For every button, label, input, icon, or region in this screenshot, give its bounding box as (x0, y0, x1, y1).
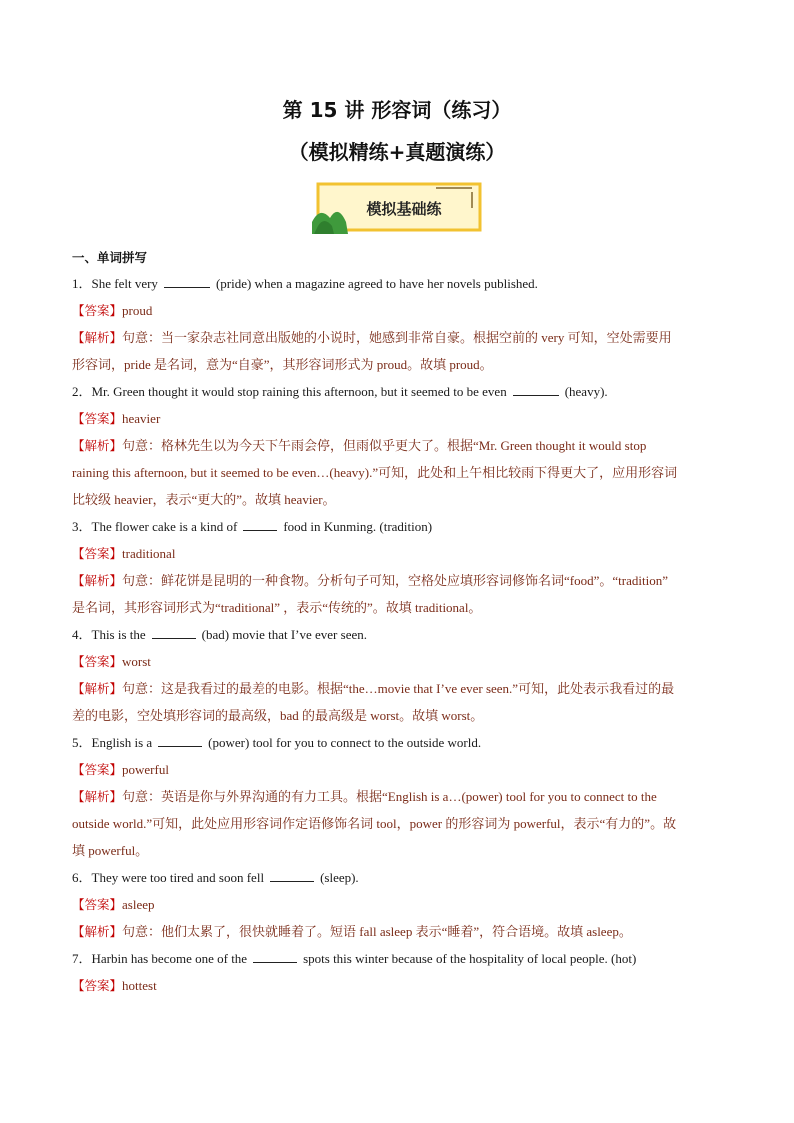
analysis-label: 【解析】 (72, 573, 123, 588)
answer-blank (164, 273, 210, 288)
page-subtitle: （模拟精练+真题演练） (288, 140, 506, 164)
question-prefix: 7．Harbin has become one of the (72, 951, 248, 966)
analysis-line (72, 486, 724, 513)
analysis-text: 比较级 heavier，表示“更大的”。故填 heavier。 (72, 492, 336, 507)
answer-line (72, 756, 724, 783)
analysis-label: 【解析】 (72, 438, 123, 453)
analysis-label: 【解析】 (72, 789, 123, 804)
question-suffix: spots this winter because of the hospitality of local people. (hot) (303, 951, 637, 966)
question-suffix: (power) tool for you to connect to the outside world. (208, 735, 482, 750)
answer-blank (152, 624, 196, 639)
answer-text: proud (122, 303, 153, 318)
analysis-line (72, 567, 724, 594)
answer-label: 【答案】 (72, 303, 123, 318)
answer-text: hottest (122, 978, 157, 993)
question-prefix: 3．The flower cake is a kind of (72, 519, 238, 534)
question-line (72, 270, 724, 297)
analysis-text: 句意：这是我看过的最差的电影。根据“the…movie that I’ve ever seen.”可知，此处表示我看过的最 (122, 681, 675, 696)
question-suffix: (heavy). (564, 384, 608, 399)
answer-line (72, 891, 724, 918)
question-prefix: 1．She felt very (72, 276, 158, 291)
question-list (72, 270, 724, 999)
answer-label: 【答案】 (72, 546, 123, 561)
answer-text: heavier (122, 411, 161, 426)
answer-label: 【答案】 (72, 762, 123, 777)
answer-text: powerful (122, 762, 169, 777)
question-line (72, 729, 724, 756)
answer-line (72, 405, 724, 432)
question-line (72, 621, 724, 648)
page-title: 第 15 讲 形容词（练习） (282, 98, 512, 122)
answer-line (72, 540, 724, 567)
analysis-text: 填 powerful。 (72, 843, 149, 858)
question-line (72, 945, 724, 972)
answer-blank (158, 732, 202, 747)
analysis-label: 【解析】 (72, 924, 123, 939)
question-prefix: 5．English is a (72, 735, 153, 750)
analysis-text: outside world.”可知，此处应用形容词作定语修饰名词 tool，power 的形容词为 powerful，表示“有力的”。故 (72, 816, 677, 831)
analysis-text: 句意：格林先生以为今天下午雨会停，但雨似乎更大了。根据“Mr. Green thought it would stop (122, 438, 647, 453)
answer-blank (270, 867, 314, 882)
section-heading: 一、单词拼写 (72, 250, 148, 265)
answer-line (72, 297, 724, 324)
exercise-content (72, 246, 724, 999)
analysis-label: 【解析】 (72, 330, 123, 345)
analysis-line (72, 837, 724, 864)
answer-blank (513, 381, 559, 396)
analysis-text: 句意：英语是你与外界沟通的有力工具。根据“English is a…(power) tool for you to connect to the (122, 789, 657, 804)
analysis-text: 句意：鲜花饼是昆明的一种食物。分析句子可知，空格处应填形容词修饰名词“food”。“tradition” (122, 573, 668, 588)
question-line (72, 864, 724, 891)
answer-label: 【答案】 (72, 654, 123, 669)
analysis-text: 形容词，pride 是名词，意为“自豪”，其形容词形式为 proud。故填 proud。 (72, 357, 493, 372)
analysis-text: 句意：他们太累了，很快就睡着了。短语 fall asleep 表示“睡着”，符合语境。故填 asleep。 (122, 924, 632, 939)
answer-label: 【答案】 (72, 897, 123, 912)
section-badge (312, 182, 482, 234)
analysis-line (72, 702, 724, 729)
question-prefix: 6．They were too tired and soon fell (72, 870, 265, 885)
badge-label: 模拟基础练 (366, 200, 442, 218)
analysis-label: 【解析】 (72, 681, 123, 696)
answer-blank (243, 516, 277, 531)
question-suffix: (sleep). (320, 870, 359, 885)
analysis-line (72, 459, 724, 486)
analysis-line (72, 675, 724, 702)
question-prefix: 2．Mr. Green thought it would stop raining this afternoon, but it seemed to be even (72, 384, 507, 399)
analysis-line (72, 432, 724, 459)
answer-line (72, 972, 724, 999)
question-suffix: (pride) when a magazine agreed to have her novels published. (215, 276, 538, 291)
analysis-text: 是名词，其形容词形式为“traditional” ，表示“传统的”。故填 traditional。 (72, 600, 482, 615)
answer-text: asleep (122, 897, 155, 912)
analysis-line (72, 810, 724, 837)
analysis-text: 句意：当一家杂志社同意出版她的小说时，她感到非常自豪。根据空前的 very 可知，空处需要用 (122, 330, 672, 345)
answer-text: worst (122, 654, 151, 669)
question-line (72, 513, 724, 540)
analysis-text: 差的电影，空处填形容词的最高级，bad 的最高级是 worst。故填 worst。 (72, 708, 484, 723)
analysis-text: raining this afternoon, but it seemed to be even…(heavy).”可知，此处和上午相比较雨下得更大了，应用形容词 (72, 465, 678, 480)
question-suffix: food in Kunming. (tradition) (283, 519, 433, 534)
answer-label: 【答案】 (72, 978, 123, 993)
analysis-line (72, 918, 724, 945)
analysis-line (72, 594, 724, 621)
analysis-line (72, 351, 724, 378)
analysis-line (72, 324, 724, 351)
answer-text: traditional (122, 546, 176, 561)
analysis-line (72, 783, 724, 810)
answer-line (72, 648, 724, 675)
answer-label: 【答案】 (72, 411, 123, 426)
question-suffix: (bad) movie that I’ve ever seen. (201, 627, 367, 642)
question-prefix: 4．This is the (72, 627, 146, 642)
question-line (72, 378, 724, 405)
answer-blank (253, 948, 297, 963)
